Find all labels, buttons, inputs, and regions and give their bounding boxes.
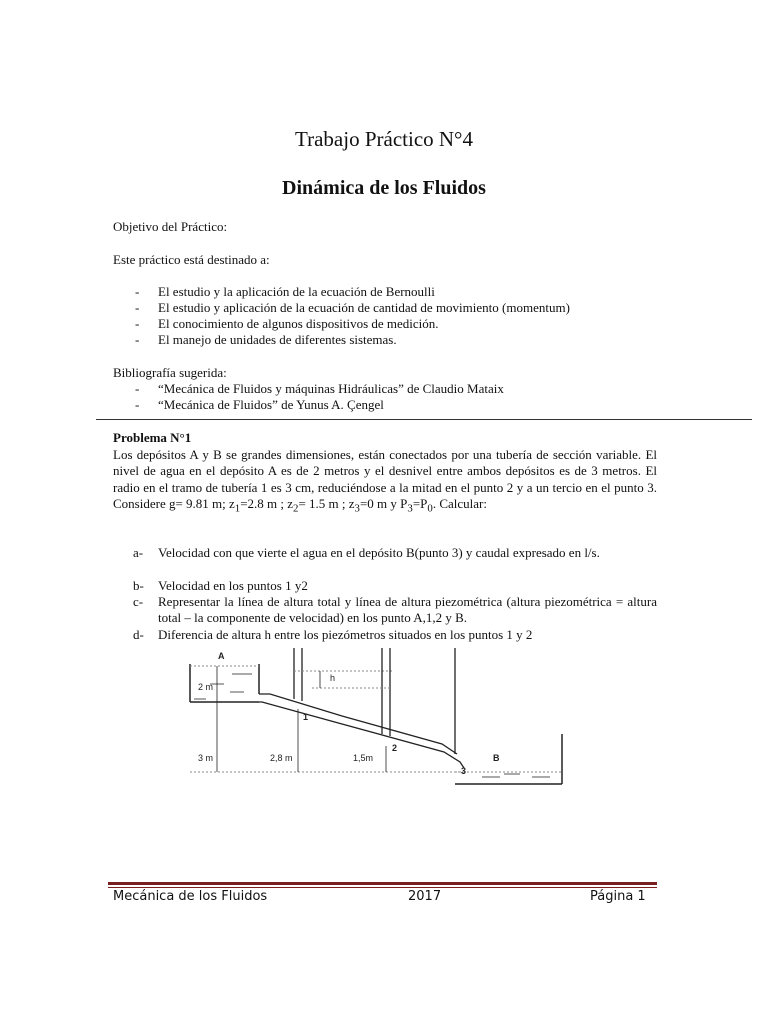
problem-heading: Problema N°1 <box>113 430 192 445</box>
question-d: d- Diferencia de altura h entre los piezómetros situados en los puntos 1 y 2 <box>133 627 533 642</box>
section-divider <box>96 419 752 420</box>
document-title: Trabajo Práctico N°4 <box>295 127 473 151</box>
problem-statement: Los depósitos A y B se grandes dimensiones, están conectados por una tubería de sección variable. El nivel de agua en el depósito A es de 2 metros y el desnivel entre ambos depósitos es de 3 metros. El radio en el tramo de tubería 1 es 3 cm, reduciéndose a la mitad en el punto 2 y a un tercio en el punto 3. Considere g= 9.81 m; $z_1=2.8$ m ; $z_2= 1.5$ m ; $z_3=0$ m y $P_3=P_0$. Calcular: <box>113 447 657 515</box>
footer-page: Página 1 <box>590 889 646 904</box>
question-c: c- Representar la línea de altura total y línea de altura piezométrica (altura piezométrica = altura total – la componente de velocidad) en los punto A,1,2 y B. <box>133 594 657 626</box>
z1-label: 2,8 m <box>270 753 293 763</box>
point-3-label: 3 <box>461 766 467 776</box>
footer-year: 2017 <box>408 889 442 904</box>
footer-bar <box>108 882 657 885</box>
tank-b <box>455 648 562 784</box>
tank-pipe-diagram <box>182 644 602 794</box>
drop-label: 3 m <box>198 753 214 763</box>
question-b: b- Velocidad en los puntos 1 y2 <box>133 578 308 593</box>
point-1-label: 1 <box>303 712 309 722</box>
bibliography-label: Bibliografía sugerida: <box>113 365 227 380</box>
question-a: a- Velocidad con que vierte el agua en el depósito B(punto 3) y caudal expresado en l/s. <box>133 545 600 560</box>
z2-label: 1,5m <box>353 753 374 763</box>
depth-a-label: 2 m <box>198 682 214 692</box>
footer-course: Mecánica de los Fluidos <box>113 889 268 904</box>
tank-a-label: A <box>218 651 225 661</box>
document-subtitle: Dinámica de los Fluidos <box>282 177 486 199</box>
footer-bar-thin <box>108 887 657 888</box>
piezometer-2 <box>312 648 390 736</box>
point-2-label: 2 <box>392 743 398 753</box>
h-label: h <box>330 673 336 683</box>
objective-label: Objetivo del Práctico: <box>113 219 228 234</box>
tank-b-label: B <box>493 753 500 763</box>
piezometer-1 <box>294 648 392 701</box>
objective-intro: Este práctico está destinado a: <box>113 252 270 267</box>
